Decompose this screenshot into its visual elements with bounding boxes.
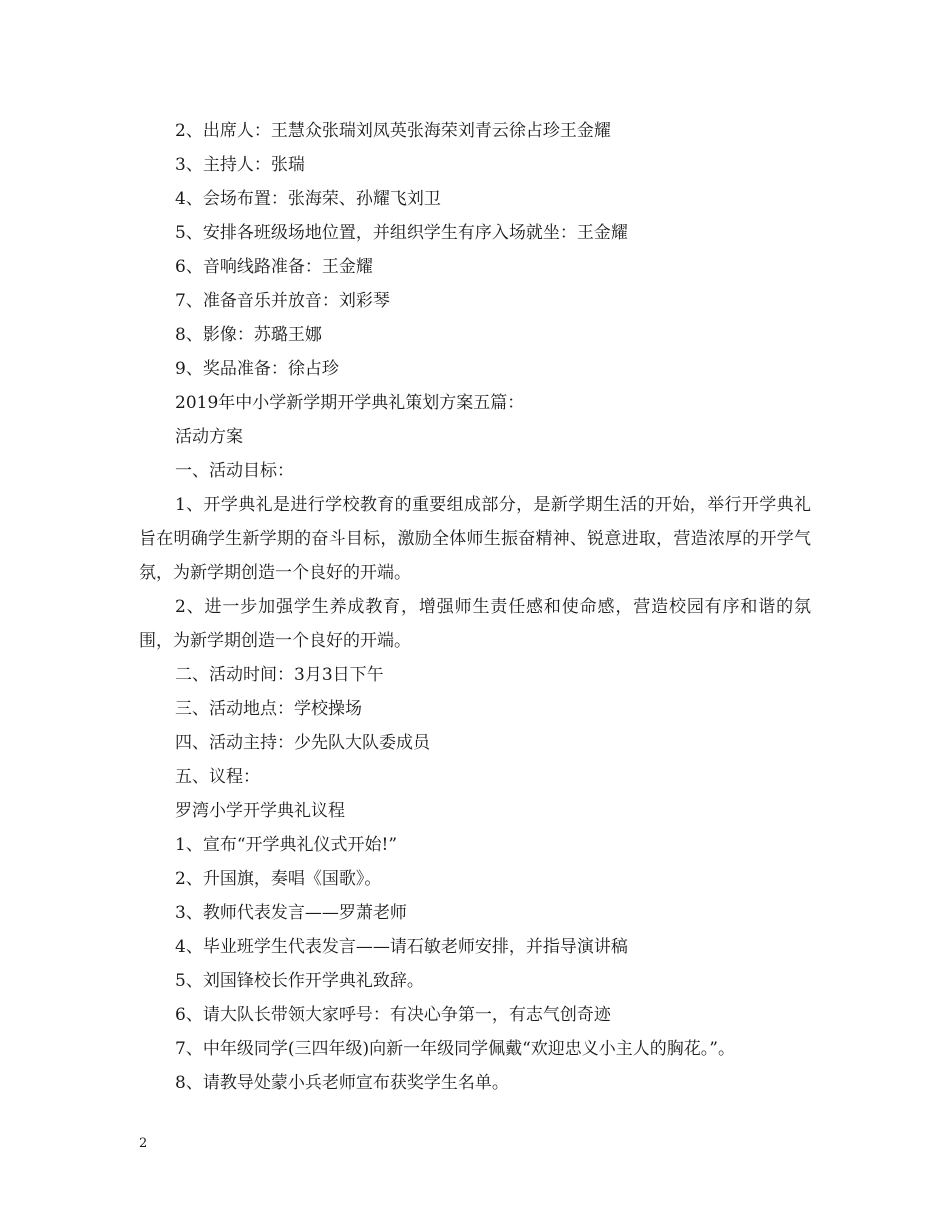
agenda-item: 4、毕业班学生代表发言——请石敏老师安排，并指导演讲稿 [175, 937, 628, 957]
text-line: 9、奖品准备：徐占珍 [175, 359, 339, 379]
text-line: 2019年中小学新学期开学典礼策划方案五篇： [175, 393, 525, 413]
text-line: 7、准备音乐并放音：刘彩琴 [175, 291, 390, 311]
agenda-item: 6、请大队长带领大家呼号：有决心争第一，有志气创奇迹 [175, 1005, 611, 1025]
paragraph: 2、进一步加强学生养成教育，增强师生责任感和使命感，营造校园有序和谐的氛围，为新学期创造一个良好的开端。 [139, 597, 811, 651]
agenda-item: 8、请教导处蒙小兵老师宣布获奖学生名单。 [175, 1073, 509, 1093]
text-line: 三、活动地点：学校操场 [175, 699, 362, 719]
page-number: 2 [139, 1136, 148, 1151]
text-line: 4、会场布置：张海荣、孙耀飞刘卫 [175, 189, 441, 209]
text-line: 二、活动时间：3月3日下午 [175, 665, 384, 685]
agenda-item: 3、教师代表发言——罗萧老师 [175, 903, 407, 923]
section-heading: 一、活动目标： [175, 461, 294, 481]
text-line: 四、活动主持：少先队大队委成员 [175, 733, 430, 753]
section-heading: 活动方案 [175, 427, 243, 447]
agenda-item: 2、升国旗，奏唱《国歌》。 [175, 869, 382, 889]
agenda-item: 5、刘国锋校长作开学典礼致辞。 [175, 971, 424, 991]
text-line: 8、影像：苏璐王娜 [175, 325, 322, 345]
text-line: 5、安排各班级场地位置，并组织学生有序入场就坐：王金耀 [175, 223, 628, 243]
text-line: 6、音响线路准备：王金耀 [175, 257, 373, 277]
agenda-title: 罗湾小学开学典礼议程 [175, 801, 345, 821]
text-line: 3、主持人：张瑞 [175, 155, 305, 175]
section-heading: 五、议程： [175, 767, 260, 787]
text-line: 2、出席人：王慧众张瑞刘凤英张海荣刘青云徐占珍王金耀 [175, 121, 611, 141]
agenda-item: 7、中年级同学(三四年级)向新一年级同学佩戴“欢迎忠义小主人的胸花。”。 [175, 1039, 735, 1059]
paragraph: 1、开学典礼是进行学校教育的重要组成部分，是新学期生活的开始，举行开学典礼旨在明确学生新学期的奋斗目标，激励全体师生振奋精神、锐意进取，营造浓厚的开学气氛，为新学期创造一个良好的开端。 [139, 495, 811, 583]
agenda-item: 1、宣布“开学典礼仪式开始!” [175, 835, 398, 855]
document-body [139, 114, 811, 1100]
